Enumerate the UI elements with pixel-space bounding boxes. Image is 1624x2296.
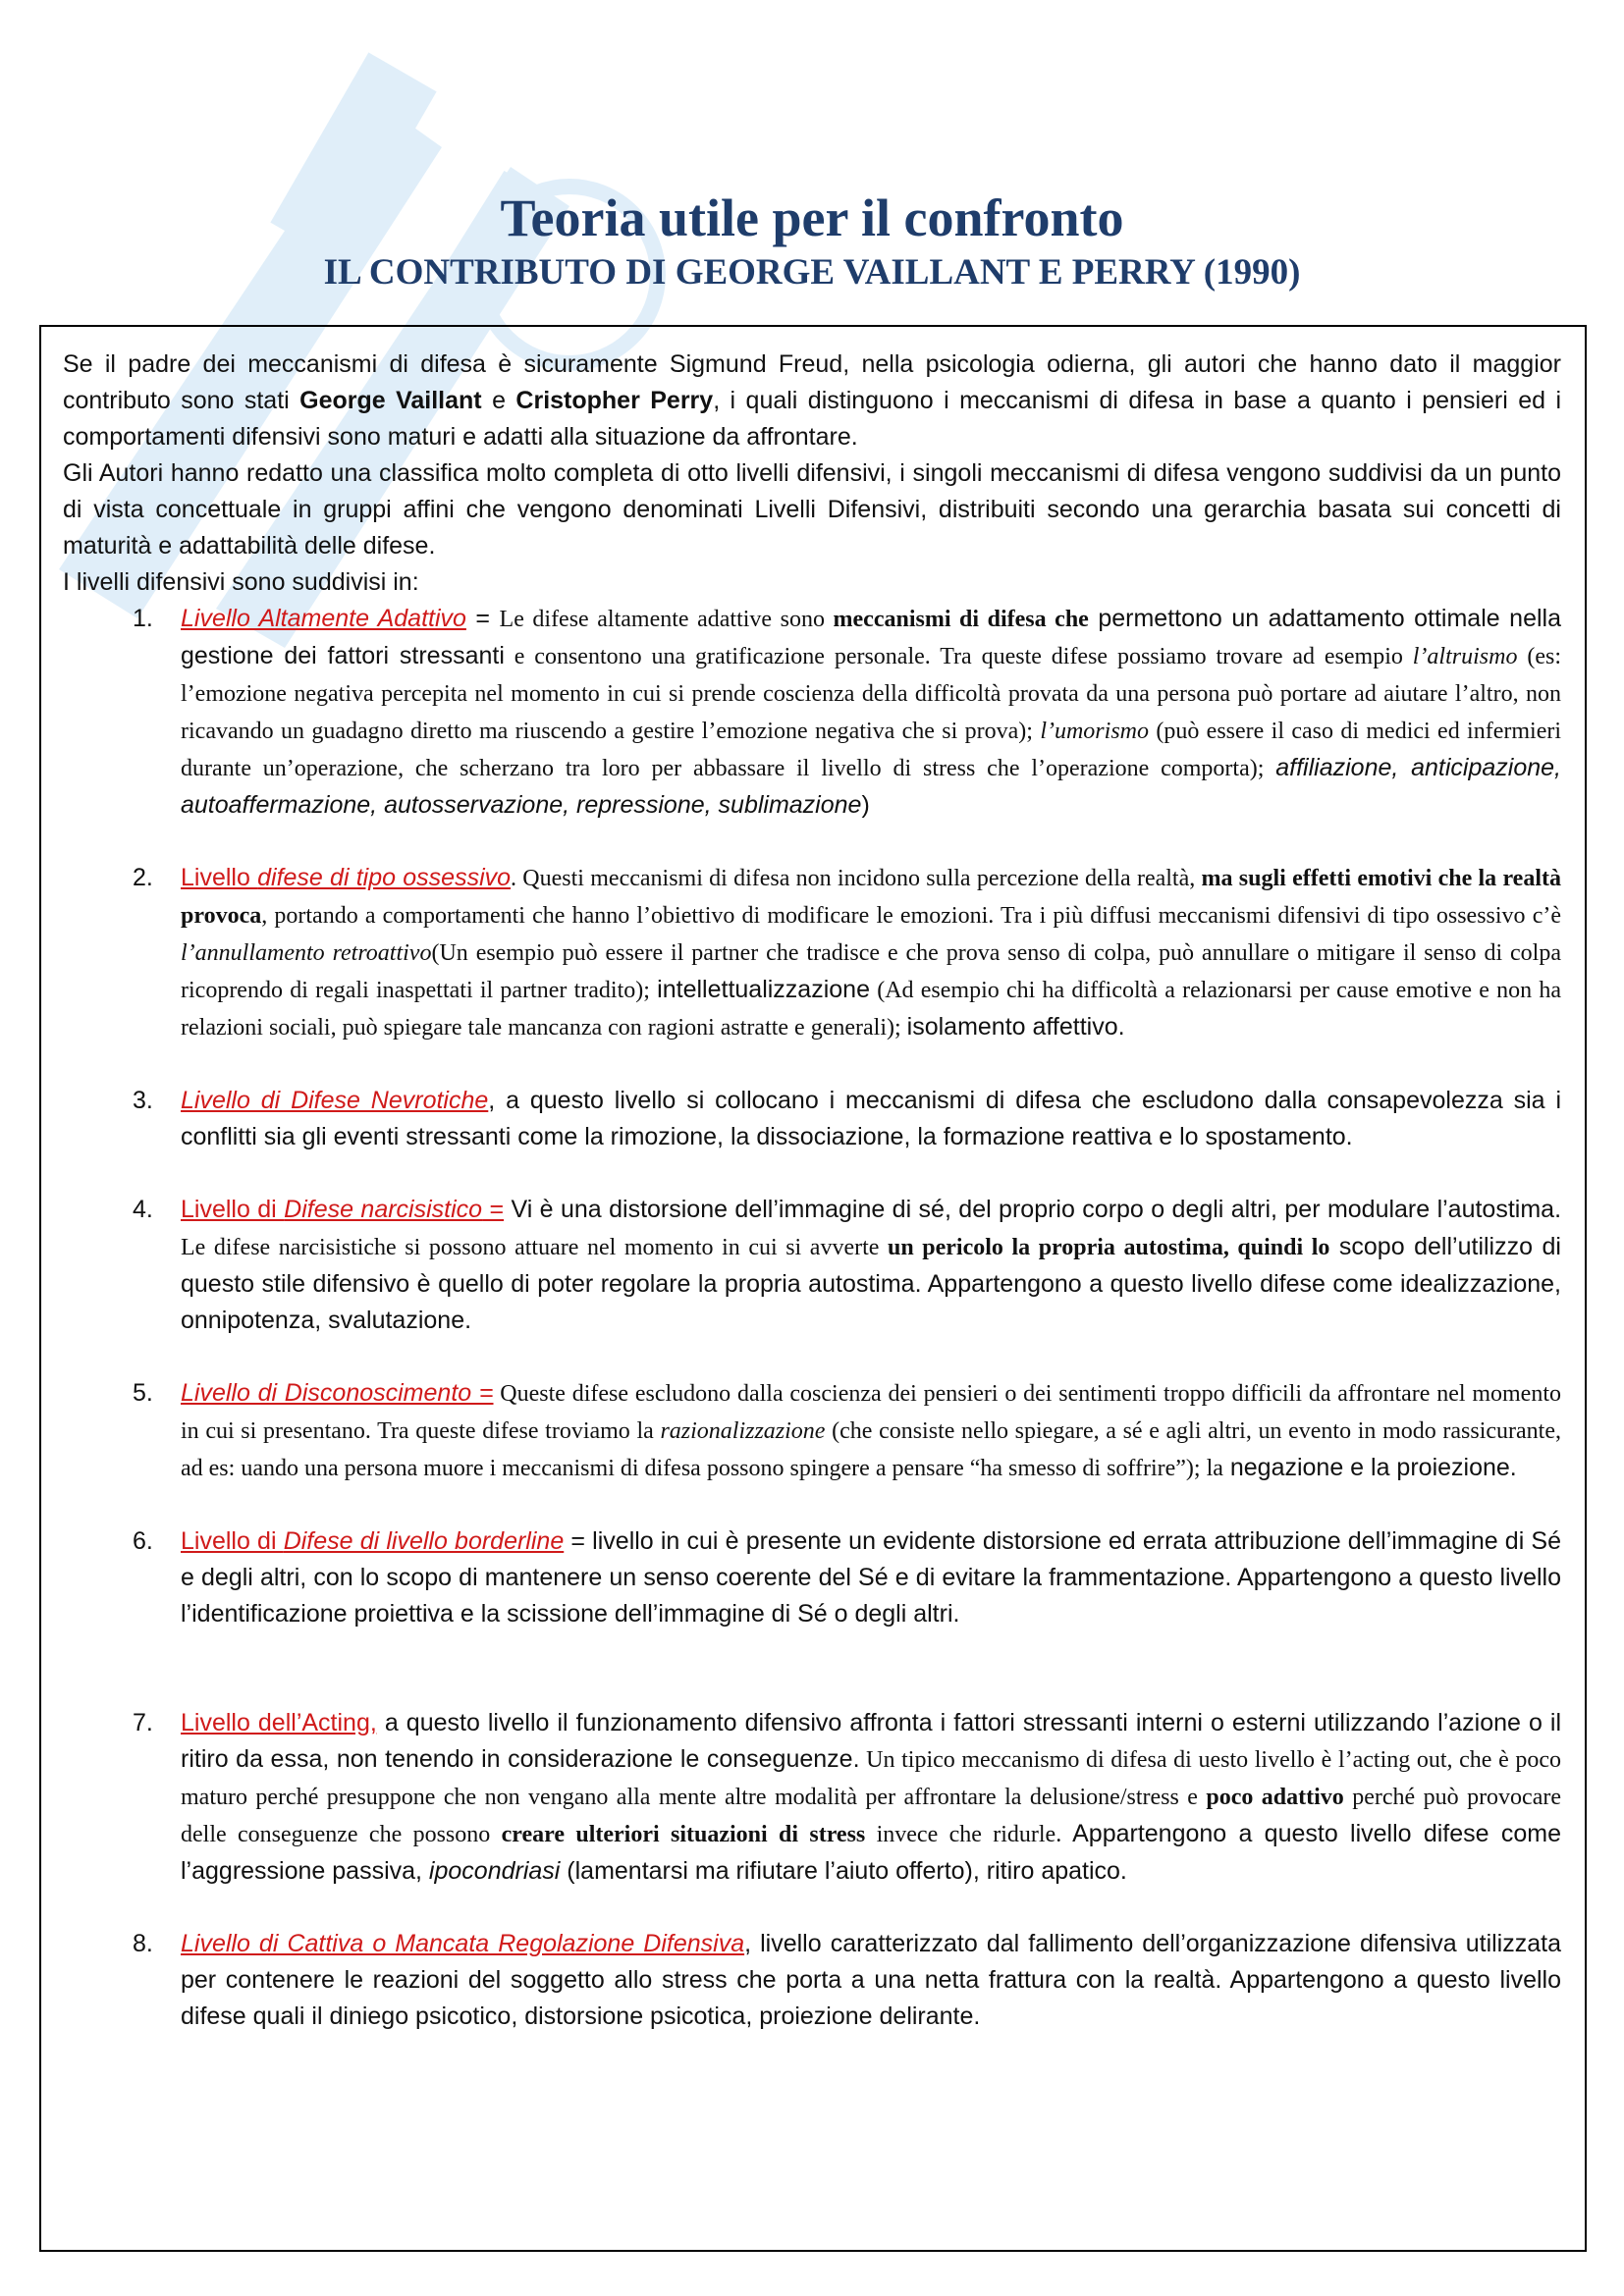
intro-text: , i quali distinguono i meccanismi di difesa in base a quanto i pensieri ed i comportamenti difensivi sono maturi e adatti alla situazione da affrontare. xyxy=(63,387,1561,451)
level-number: 7. xyxy=(133,1709,153,1736)
level-number: 4. xyxy=(133,1196,153,1223)
level-text: (che consiste nello spiegare, a sé e agli altri, un evento in modo rassicurante, ad es: uando una persona muore i meccanismi di difesa possono spingere a pensare “ha smesso di soffrire”); la xyxy=(181,1418,1561,1481)
level-title: Livello xyxy=(181,864,258,891)
level-title: Livello di Difese Nevrotiche xyxy=(181,1087,489,1114)
level-title: Livello di xyxy=(181,1196,285,1223)
level-text: (es: l’emozione negativa percepita nel momento in cui si prende coscienza della difficoltà provata da una persona può portare ad aiutare l’altro, non ricavando un guadagno diretto ma riuscendo a gestire l’emozione negativa che si prova); xyxy=(181,644,1561,744)
page-title: Teoria utile per il confronto xyxy=(500,188,1124,247)
level-text: (può essere il caso di medici ed infermieri durante un’operazione, che scherzano tra loro per abbassare il livello di stress che l’operazione comporta); xyxy=(181,719,1562,781)
level-text: = xyxy=(465,605,500,632)
level-title: Livello di xyxy=(181,1527,284,1555)
level-text: e consentono una gratificazione personale. Tra queste difese possiamo trovare ad esempio xyxy=(504,644,1413,669)
level-text-bold: ma sugli effetti emotivi che la realtà provoca xyxy=(181,866,1561,929)
levels-list xyxy=(63,601,1561,2035)
level-title: Livello di Disconoscimento = xyxy=(181,1379,494,1407)
level-text: . Questi meccanismi di difesa non incidono sulla percezione della realtà, xyxy=(511,866,1202,891)
level-title: Livello di Cattiva o Mancata Regolazione Difensiva xyxy=(181,1930,745,1957)
level-item-8 xyxy=(63,1926,1561,2035)
level-title: Livello Altamente Adattivo xyxy=(181,605,466,632)
author-name-perry: Cristopher Perry xyxy=(515,387,714,414)
intro-text: Se il padre dei meccanismi di difesa è sicuramente Sigmund Freud, nella psicologia odierna, gli autori che hanno dato il maggior contributo sono stati xyxy=(63,350,1561,414)
level-title: Difese di livello borderline xyxy=(283,1527,565,1555)
level-number: 1. xyxy=(133,605,153,632)
level-item-4 xyxy=(63,1192,1561,1339)
level-item-7 xyxy=(63,1705,1561,1890)
level-title: = xyxy=(482,1196,505,1223)
level-number: 3. xyxy=(133,1087,153,1114)
level-item-2 xyxy=(63,860,1561,1046)
level-text-bold: meccanismi di difesa che xyxy=(833,607,1089,632)
level-title: Difese narcisistico xyxy=(284,1196,483,1223)
level-text: Un tipico meccanismo di difesa di uesto livello è l’acting out, che è poco maturo perché presuppone che non vengano alla mente altre modalità per affrontare la delusione/stress e xyxy=(181,1747,1561,1810)
level-text: = livello in cui è presente un evidente distorsione ed errata attribuzione dell’immagine di Sé e degli altri, con lo scopo di mantenere un senso coerente del Sé e di evitare la frammentazione. Appartengono a questo livello l’identificazione proiettiva e la scissione dell’immagine di Sé o degli altri. xyxy=(181,1527,1561,1628)
intro-paragraph-3: I livelli difensivi sono suddivisi in: xyxy=(63,568,419,596)
level-text: (Un esempio può essere il partner che tradisce e che prova senso di colpa, può annullare o mitigare il senso di colpa ricoprendo di regali inaspettati il partner tradito); xyxy=(181,940,1562,1003)
level-item-5 xyxy=(63,1375,1561,1487)
level-text-italic: ipocondriasi xyxy=(428,1857,561,1885)
level-number: 2. xyxy=(133,864,153,891)
level-text: ) xyxy=(861,791,870,819)
level-text-bold: un pericolo la propria autostima, quindi lo xyxy=(887,1235,1330,1260)
level-text: permettono un adattamento ottimale nella gestione dei fattori stressanti xyxy=(181,605,1561,669)
level-text: perché può provocare delle conseguenze che possono xyxy=(181,1785,1562,1847)
level-text: , a questo livello si collocano i meccanismi di difesa che escludono dalla consapevolezza sia i conflitti sia gli eventi stressanti come la rimozione, la dissociazione, la formazione reattiva e lo spostamento. xyxy=(181,1087,1561,1150)
level-text: scopo dell’utilizzo di questo stile difensivo è quello di poter regolare la propria autostima. Appartengono a questo livello difese come idealizzazione, onnipotenza, svalutazione. xyxy=(181,1233,1561,1334)
level-text: , portando a comportamenti che hanno l’obiettivo di modificare le emozioni. Tra i più diffusi meccanismi difensivi di tipo ossessivo c’è xyxy=(261,903,1561,929)
level-text: (Ad esempio chi ha difficoltà a relazionarsi per cause emotive e non ha relazioni sociali, può spiegare tale mancanza con ragioni astratte e generali); xyxy=(181,978,1562,1041)
level-item-6 xyxy=(63,1523,1561,1632)
level-text-bold: poco adattivo xyxy=(1206,1785,1344,1810)
intro-paragraph-1 xyxy=(63,347,1561,455)
level-text: a questo livello il funzionamento difensivo affronta i fattori stressanti interni o esterni utilizzando l’azione o il ritiro da essa, non tenendo in considerazione le conseguenze. xyxy=(181,1709,1562,1773)
level-text: isolamento affettivo. xyxy=(906,1013,1125,1041)
level-item-1 xyxy=(63,601,1561,824)
level-text: negazione e la proiezione. xyxy=(1222,1454,1517,1481)
intro-text: e xyxy=(481,387,516,414)
level-text: Queste difese escludono dalla coscienza dei pensieri o dei sentimenti troppo difficili da affrontare nel momento in cui si presentano. Tra queste difese troviamo la xyxy=(181,1381,1561,1444)
level-number: 6. xyxy=(133,1527,153,1555)
level-text-bold: creare ulteriori situazioni di stress xyxy=(501,1822,866,1847)
level-number: 5. xyxy=(133,1379,153,1407)
level-text-italic: l’annullamento retroattivo xyxy=(181,940,432,966)
content-box xyxy=(39,325,1587,2252)
author-name-vaillant: George Vaillant xyxy=(299,387,482,414)
level-text-italic: l’altruismo xyxy=(1412,644,1518,669)
level-text: invece che ridurle. xyxy=(865,1822,1062,1847)
level-text-italic: l’umorismo xyxy=(1040,719,1149,744)
page-subtitle: IL CONTRIBUTO DI GEORGE VAILLANT E PERRY (1990) xyxy=(323,252,1301,293)
level-title: difese di tipo ossessivo xyxy=(257,864,512,891)
intro-paragraph-2: Gli Autori hanno redatto una classifica molto completa di otto livelli difensivi, i singoli meccanismi di difesa vengono suddivisi da un punto di vista concettuale in gruppi affini che vengono denominati Livelli Difensivi, distribuiti secondo una gerarchia basata sui concetti di maturità e adattabilità delle difese. xyxy=(63,459,1561,560)
level-text: (lamentarsi ma rifiutare l’aiuto offerto), ritiro apatico. xyxy=(560,1857,1127,1885)
document-header xyxy=(0,188,1624,296)
level-title: Livello dell’Acting, xyxy=(181,1709,377,1736)
level-text: Appartengono a questo livello difese come l’aggressione passiva, xyxy=(181,1820,1561,1885)
level-text: intellettualizzazione xyxy=(657,976,870,1003)
level-text: Vi è una distorsione dell’immagine di sé, del proprio corpo o degli altri, per modulare l’autostima. xyxy=(504,1196,1562,1223)
level-text-italic: affiliazione, anticipazione, autoaffermazione, autosservazione, repressione, sublimazione xyxy=(181,754,1561,819)
level-text: , livello caratterizzato dal fallimento dell’organizzazione difensiva utilizzata per contenere le reazioni del soggetto allo stress che porta a una netta frattura con la realtà. Appartengono a questo livello difese quali il diniego psicotico, distorsione psicotica, proiezione delirante. xyxy=(181,1930,1561,2030)
level-text: Le difese altamente adattive sono xyxy=(499,607,834,632)
level-text-italic: razionalizzazione xyxy=(660,1418,826,1444)
level-number: 8. xyxy=(133,1930,153,1957)
level-text: Le difese narcisistiche si possono attuare nel momento in cui si avverte xyxy=(181,1235,888,1260)
level-item-3 xyxy=(63,1083,1561,1155)
